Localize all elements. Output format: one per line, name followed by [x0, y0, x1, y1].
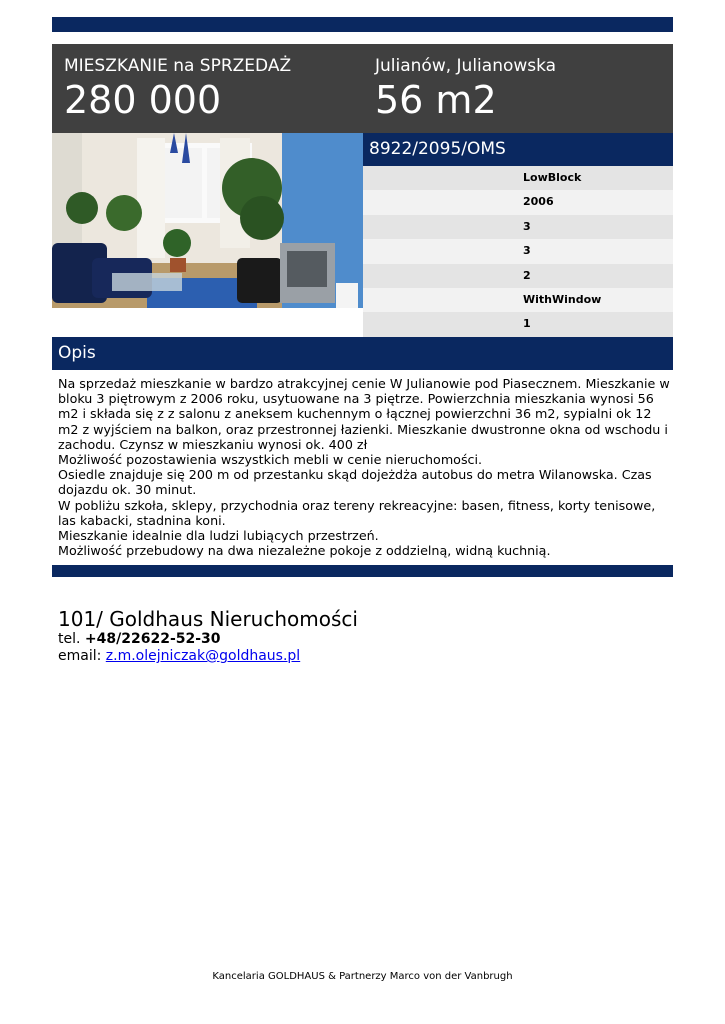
param-floor: 3 [363, 215, 673, 239]
description-paragraph: Osiedle znajduje się 200 m od przestanku skąd dojeżdża autobus do metra Wilanowska. Czas dojazdu ok. 30 minut. [58, 467, 652, 498]
apartment-photo [52, 133, 363, 308]
description-paragraph: Na sprzedaż mieszkanie w bardzo atrakcyjnej cenie W Julianowie pod Piasecznem. Mieszkanie w bloku 3 piętrowym z 2006 roku, usytuowane na 3 piętrze. Powierzchnia mieszkania wynosi 56 m2 i składa się z z salonu z aneksem kuchennym o łącznej powierzchni 36 m2, sypialni ok 12 m2 z wyjściem na balkon, oraz przestronnej łazienki. Mieszkanie dwustronne okna od wschodu i zachodu. Czynsz w mieszkaniu wynosi ok. 400 zł [58, 376, 670, 452]
email-line [58, 648, 358, 665]
description-text [58, 376, 670, 558]
param-building-floors: 3 [363, 239, 673, 263]
listing-header [52, 44, 673, 133]
top-divider-bar [52, 17, 673, 32]
location: Julianów, Julianowska [375, 56, 557, 76]
description-paragraph: Możliwość przebudowy na dwa niezależne pokoje z oddzielną, widną kuchnią. [58, 543, 551, 559]
phone-number: +48/22622-52-30 [84, 631, 221, 647]
footer-text: Kancelaria GOLDHAUS & Partnerzy Marco von der Vanbrugh [212, 971, 513, 982]
agency-name: 101/ Goldhaus Nieruchomości [58, 607, 358, 631]
email-label: email: [58, 648, 102, 664]
param-year-built: 2006 [363, 190, 673, 214]
phone-label: tel. [58, 631, 81, 647]
description-heading-bar [52, 337, 673, 370]
bottom-divider-bar [52, 565, 673, 577]
phone-line [58, 631, 358, 648]
description-heading: Opis [58, 343, 96, 363]
param-building-type: LowBlock [363, 166, 673, 190]
reference-number-bar [363, 133, 673, 166]
agency-contact [58, 607, 358, 665]
offer-type: MIESZKANIE na SPRZEDAŻ [64, 56, 292, 76]
description-paragraph: Możliwość pozostawienia wszystkich mebli w cenie nieruchomości. [58, 452, 483, 468]
reference-number: 8922/2095/OMS [369, 139, 506, 159]
param-rooms: 2 [363, 264, 673, 288]
description-paragraph: Mieszkanie idealnie dla ludzi lubiących przestrzeń. [58, 528, 379, 544]
price: 280 000 [64, 78, 222, 122]
param-kitchen-type: WithWindow [363, 288, 673, 312]
param-bathrooms: 1 [363, 312, 673, 336]
email-link[interactable]: z.m.olejniczak@goldhaus.pl [105, 648, 301, 664]
description-paragraph: W pobliżu szkoła, sklepy, przychodnia oraz tereny rekreacyjne: basen, fitness, korty tenisowe, las kabacki, stadnina koni. [58, 497, 656, 528]
area: 56 m2 [375, 78, 497, 122]
parameters-table [363, 166, 673, 337]
